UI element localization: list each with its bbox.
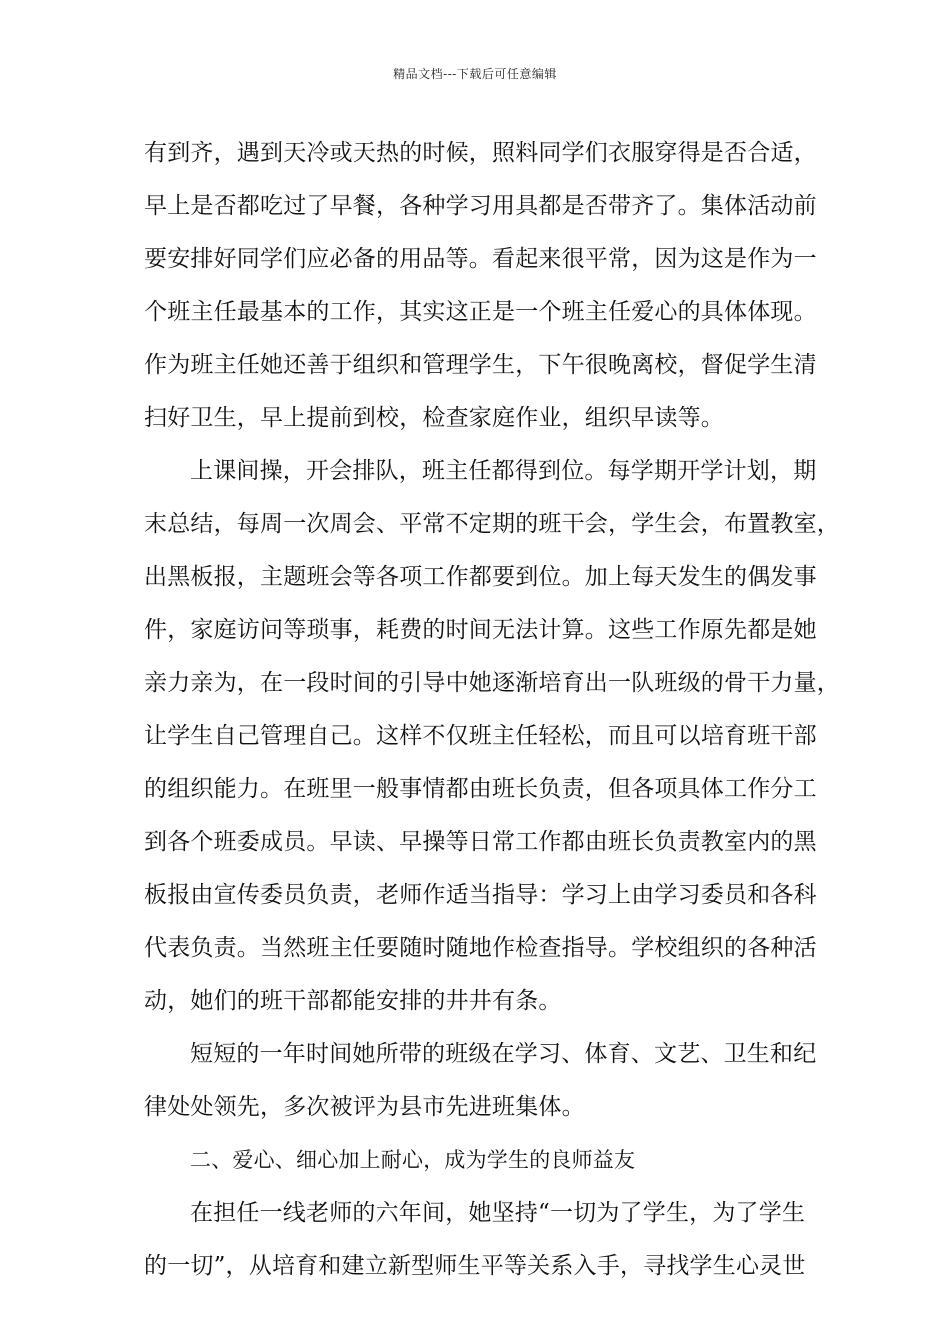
paragraph-start-line: 短短的一年时间她所带的班级在学习、体育、文艺、卫生和纪 bbox=[190, 1041, 817, 1067]
page-header: 精品文档---下载后可任意编辑 bbox=[393, 67, 557, 81]
text-line: 让学生自己管理自己。这样不仅班主任轻松，而且可以培育班干部 bbox=[144, 723, 817, 749]
text-line: 代表负责。当然班主任要随时随地作检查指导。学校组织的各种活 bbox=[144, 935, 817, 961]
paragraph-start-line: 上课间操，开会排队，班主任都得到位。每学期开学计划，期 bbox=[190, 458, 817, 484]
section-heading: 二、爱心、细心加上耐心，成为学生的良师益友 bbox=[190, 1148, 636, 1172]
text-line: 板报由宣传委员负责，老师作适当指导：学习上由学习委员和各科 bbox=[144, 882, 817, 908]
text-line: 的组织能力。在班里一般事情都由班长负责，但各项具体工作分工 bbox=[144, 776, 817, 802]
paragraph-start-line: 在担任一线老师的六年间，她坚持“一切为了学生，为了学生 bbox=[190, 1200, 806, 1226]
text-line: 要安排好同学们应必备的用品等。看起来很平常，因为这是作为一 bbox=[144, 246, 817, 272]
text-line: 出黑板报，主题班会等各项工作都要到位。加上每天发生的偶发事 bbox=[144, 564, 817, 590]
text-line: 到各个班委成员。早读、早操等日常工作都由班长负责教室内的黑 bbox=[144, 829, 817, 855]
text-line: 个班主任最基本的工作，其实这正是一个班主任爱心的具体体现。 bbox=[144, 299, 817, 325]
text-line: 作为班主任她还善于组织和管理学生，下午很晚离校，督促学生清 bbox=[144, 352, 817, 378]
text-line: 动，她们的班干部都能安排的井井有条。 bbox=[144, 988, 562, 1014]
text-line: 有到齐，遇到天冷或天热的时候，照料同学们衣服穿得是否合适， bbox=[144, 140, 817, 166]
document-body bbox=[144, 133, 840, 1299]
text-line: 扫好卫生，早上提前到校，检查家庭作业，组织早读等。 bbox=[144, 405, 724, 431]
text-line: 末总结，每周一次周会、平常不定期的班干会，学生会，布置教室， bbox=[144, 511, 840, 537]
text-line: 件，家庭访问等琐事，耗费的时间无法计算。这些工作原先都是她 bbox=[144, 617, 817, 643]
text-line: 的一切”，从培育和建立新型师生平等关系入手，寻找学生心灵世 bbox=[144, 1253, 806, 1279]
text-line: 律处处领先，多次被评为县市先进班集体。 bbox=[144, 1094, 585, 1120]
text-line: 亲力亲为，在一段时间的引导中她逐渐培育出一队班级的骨干力量， bbox=[144, 670, 840, 696]
text-line: 早上是否都吃过了早餐，各种学习用具都是否带齐了。集体活动前 bbox=[144, 193, 817, 219]
